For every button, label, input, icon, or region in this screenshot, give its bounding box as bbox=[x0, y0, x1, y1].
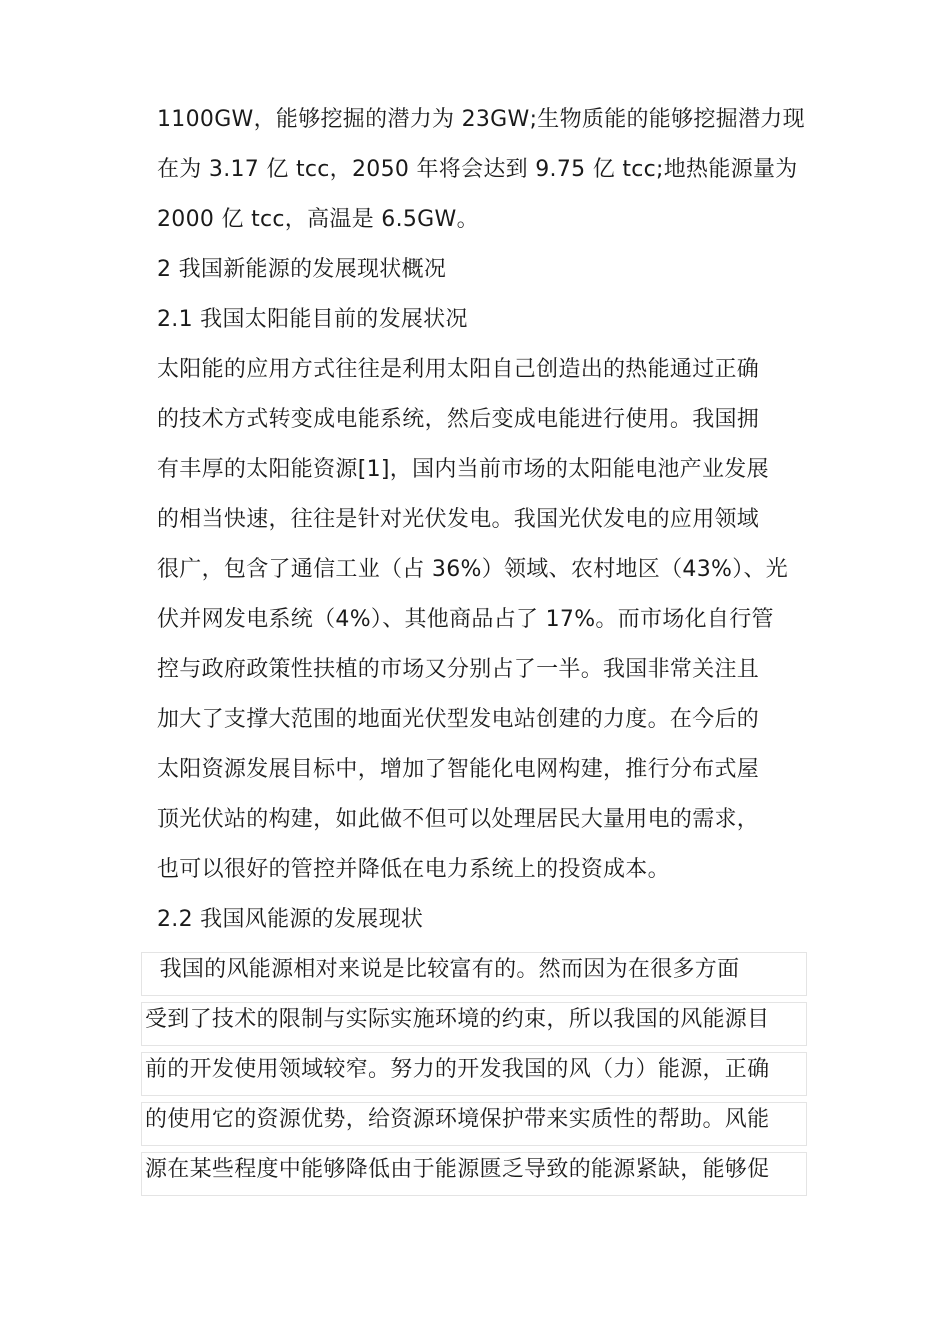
text-line: 也可以很好的管控并降低在电力系统上的投资成本。 bbox=[157, 857, 670, 882]
text-line: 顶光伏站的构建，如此做不但可以处理居民大量用电的需求， bbox=[157, 807, 760, 832]
text-line: 在为 3.17 亿 tcc，2050 年将会达到 9.75 亿 tcc;地热能源量为 bbox=[157, 157, 798, 182]
subsection-heading: 2.2 我国风能源的发展现状 bbox=[157, 907, 424, 932]
text-line: 有丰厚的太阳能资源[1]，国内当前市场的太阳能电池产业发展 bbox=[157, 457, 769, 482]
text-line: 太阳资源发展目标中，增加了智能化电网构建，推行分布式屋 bbox=[157, 757, 760, 782]
section-heading: 2 我国新能源的发展现状概况 bbox=[157, 257, 447, 282]
text-line: 的技术方式转变成电能系统，然后变成电能进行使用。我国拥 bbox=[157, 407, 760, 432]
text-line: 加大了支撑大范围的地面光伏型发电站创建的力度。在今后的 bbox=[157, 707, 760, 732]
text-line: 1100GW，能够挖掘的潜力为 23GW;生物质能的能够挖掘潜力现 bbox=[157, 107, 805, 132]
text-line: 2000 亿 tcc，高温是 6.5GW。 bbox=[157, 207, 479, 232]
text-line: 控与政府政策性扶植的市场又分别占了一半。我国非常关注且 bbox=[157, 657, 760, 682]
text-line: 的相当快速，往往是针对光伏发电。我国光伏发电的应用领域 bbox=[157, 507, 760, 532]
boxed-text-line: 的使用它的资源优势，给资源环境保护带来实质性的帮助。风能 bbox=[145, 1107, 770, 1132]
text-line: 太阳能的应用方式往往是利用太阳自己创造出的热能通过正确 bbox=[157, 357, 760, 382]
text-line: 很广，包含了通信工业（占 36%）领域、农村地区（43%）、光 bbox=[157, 557, 789, 582]
boxed-text-line: 前的开发使用领域较窄。努力的开发我国的风（力）能源，正确 bbox=[145, 1057, 770, 1082]
subsection-heading: 2.1 我国太阳能目前的发展状况 bbox=[157, 307, 468, 332]
boxed-text-line: 源在某些程度中能够降低由于能源匮乏导致的能源紧缺，能够促 bbox=[145, 1157, 770, 1182]
text-line: 伏并网发电系统（4%）、其他商品占了 17%。而市场化自行管 bbox=[157, 607, 774, 632]
boxed-text-line: 我国的风能源相对来说是比较富有的。然而因为在很多方面 bbox=[145, 957, 740, 982]
boxed-text-line: 受到了技术的限制与实际实施环境的约束，所以我国的风能源目 bbox=[145, 1007, 770, 1032]
